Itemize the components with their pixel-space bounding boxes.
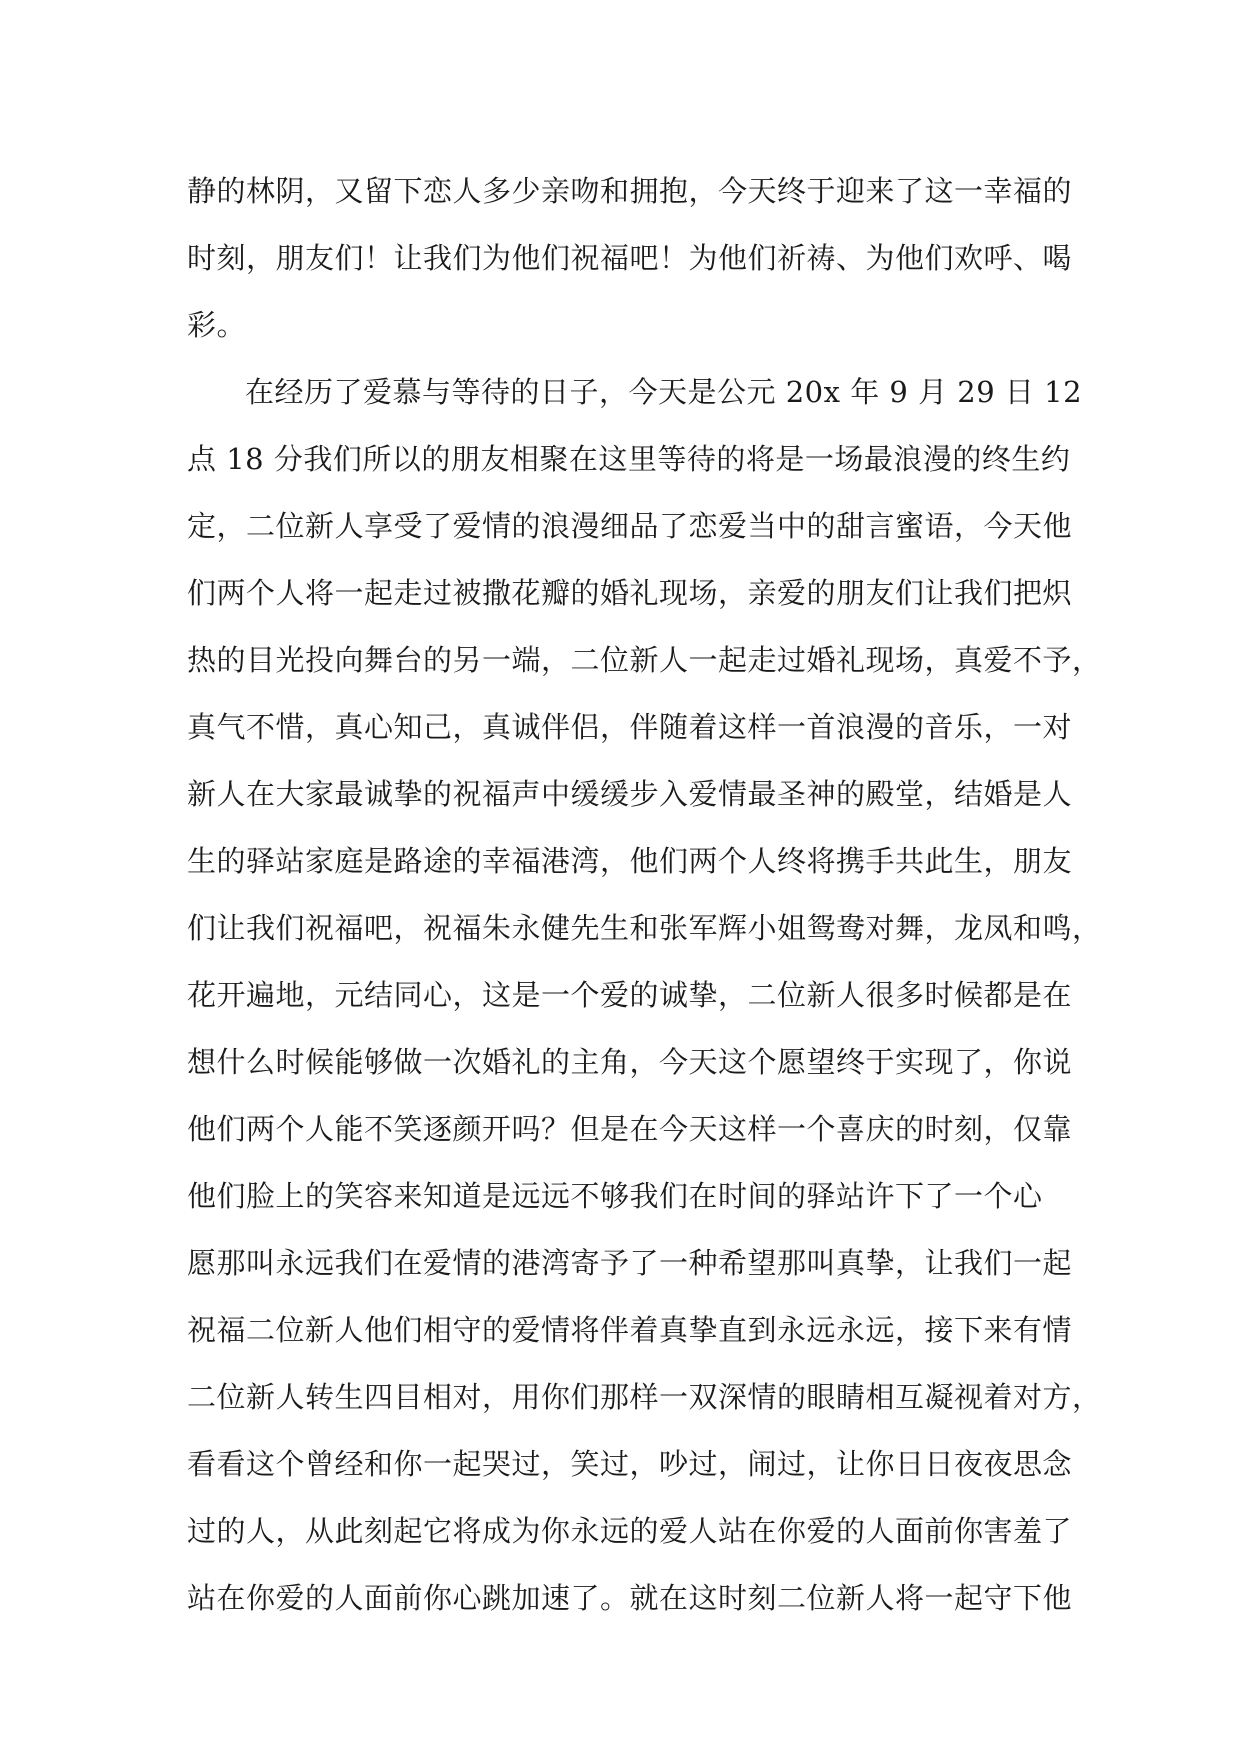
text-line: 愿那叫永远我们在爱情的港湾寄予了一种希望那叫真挚，让我们一起 <box>187 1246 1073 1280</box>
text-line: 们两个人将一起走过被撒花瓣的婚礼现场，亲爱的朋友们让我们把炽 <box>187 576 1073 610</box>
text-line: 生的驿站家庭是路途的幸福港湾，他们两个人终将携手共此生，朋友 <box>187 844 1073 878</box>
text-line: 新人在大家最诚挚的祝福声中缓缓步入爱情最圣神的殿堂，结婚是人 <box>187 777 1073 811</box>
text-line: 祝福二位新人他们相守的爱情将伴着真挚直到永远永远，接下来有情 <box>187 1313 1073 1347</box>
text-line: 过的人，从此刻起它将成为你永远的爱人站在你爱的人面前你害羞了 <box>187 1514 1073 1548</box>
text-line: 花开遍地，元结同心，这是一个爱的诚挚，二位新人很多时候都是在 <box>187 978 1073 1012</box>
text-line: 静的林阴，又留下恋人多少亲吻和拥抱，今天终于迎来了这一幸福的 <box>187 174 1073 208</box>
text-line: 在经历了爱慕与等待的日子，今天是公元 20x 年 9 月 29 日 12 <box>245 375 1083 409</box>
text-line: 时刻，朋友们！让我们为他们祝福吧！为他们祈祷、为他们欢呼、喝 <box>187 241 1073 275</box>
body-text <box>187 158 1102 1632</box>
text-line: 们让我们祝福吧，祝福朱永健先生和张军辉小姐鸳鸯对舞，龙凤和鸣， <box>187 911 1102 945</box>
text-line: 定，二位新人享受了爱情的浪漫细品了恋爱当中的甜言蜜语，今天他 <box>187 509 1073 543</box>
text-line: 站在你爱的人面前你心跳加速了。就在这时刻二位新人将一起守下他 <box>187 1581 1073 1615</box>
text-line: 他们脸上的笑容来知道是远远不够我们在时间的驿站许下了一个心 <box>187 1179 1043 1213</box>
paragraph-1 <box>187 158 1073 359</box>
text-line: 热的目光投向舞台的另一端，二位新人一起走过婚礼现场，真爱不予， <box>187 643 1102 677</box>
text-line: 二位新人转生四目相对，用你们那样一双深情的眼睛相互凝视着对方， <box>187 1380 1102 1414</box>
text-line: 想什么时候能够做一次婚礼的主角，今天这个愿望终于实现了，你说 <box>187 1045 1073 1079</box>
text-line: 真气不惜，真心知己，真诚伴侣，伴随着这样一首浪漫的音乐，一对 <box>187 710 1073 744</box>
text-line: 他们两个人能不笑逐颜开吗？但是在今天这样一个喜庆的时刻，仅靠 <box>187 1112 1073 1146</box>
text-line: 看看这个曾经和你一起哭过，笑过，吵过，闹过，让你日日夜夜思念 <box>187 1447 1073 1481</box>
text-line: 点 18 分我们所以的朋友相聚在这里等待的将是一场最浪漫的终生约 <box>187 442 1071 476</box>
text-line: 彩。 <box>187 308 247 342</box>
paragraph-2 <box>187 359 1102 1632</box>
